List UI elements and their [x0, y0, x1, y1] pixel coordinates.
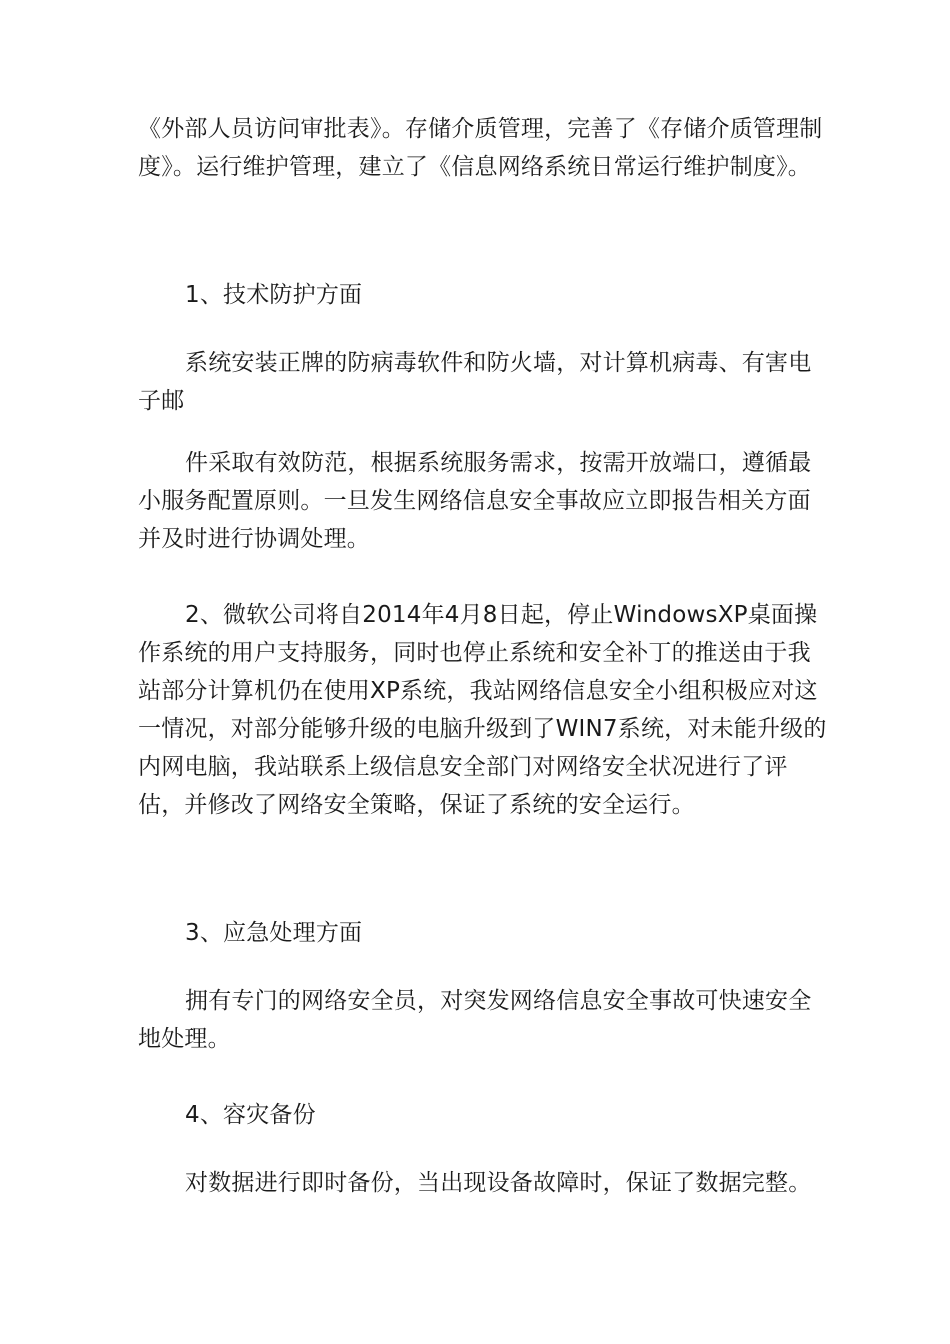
- heading-disaster-backup: 4、容灾备份: [185, 1102, 316, 1128]
- paragraph-data-backup: 对数据进行即时备份，当出现设备故障时，保证了数据完整。: [185, 1170, 812, 1196]
- paragraph-email-prevention: 件采取有效防范，根据系统服务需求，按需开放端口，遵循最小服务配置原则。一旦发生网络信息安全事故应立即报告相关方面并及时进行协调处理。: [138, 450, 812, 552]
- heading-technical-protection: 1、技术防护方面: [185, 282, 363, 308]
- paragraph-windows-xp-upgrade: 2、微软公司将自2014年4月8日起，停止WindowsXP桌面操作系统的用户支持服务，同时也停止系统和安全补丁的推送由于我站部分计算机仍在使用XP系统，我站网络信息安全小组积极应对这一情况，对部分能够升级的电脑升级到了WIN7系统，对未能升级的内网电脑，我站联系上级信息安全部门对网络安全状况进行了评估，并修改了网络安全策略，保证了系统的安全运行。: [138, 602, 827, 818]
- paragraph-management-policies: 《外部人员访问审批表》。存储介质管理，完善了《存储介质管理制度》。运行维护管理，建立了《信息网络系统日常运行维护制度》。: [138, 116, 823, 180]
- heading-emergency-handling: 3、应急处理方面: [185, 920, 363, 946]
- paragraph-security-staff: 拥有专门的网络安全员，对突发网络信息安全事故可快速安全地处理。: [138, 988, 812, 1052]
- paragraph-antivirus-firewall: 系统安装正牌的防病毒软件和防火墙，对计算机病毒、有害电子邮: [138, 350, 812, 414]
